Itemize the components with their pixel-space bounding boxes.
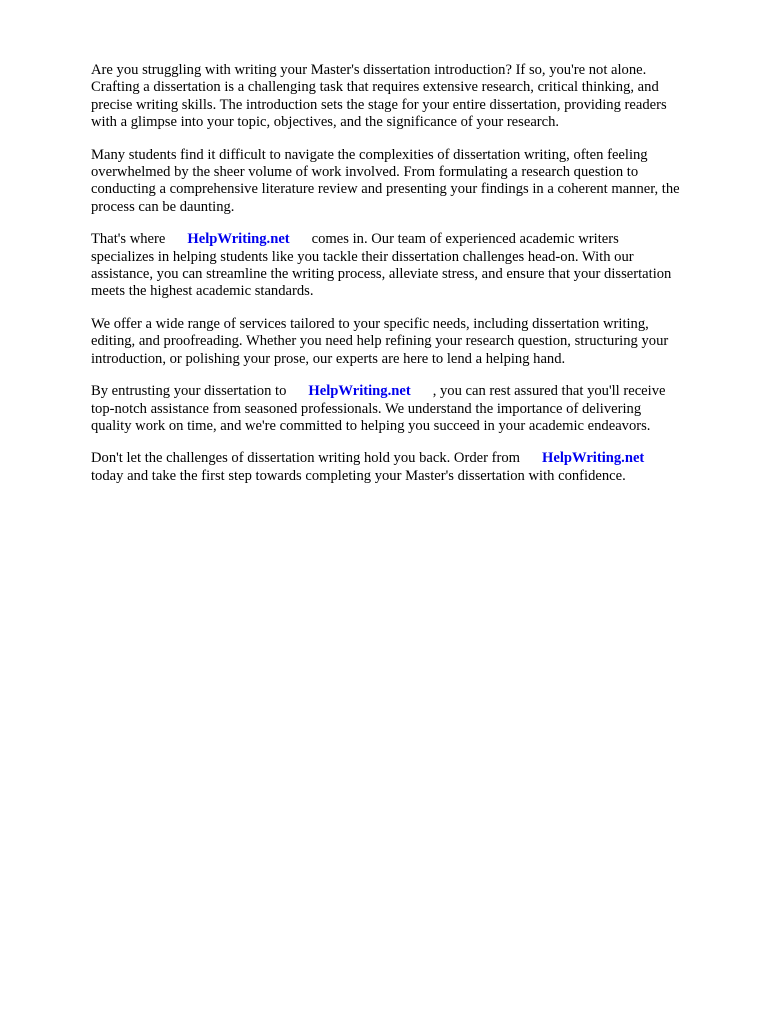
text-line: conducting a comprehensive literature review and presenting your findings in a coherent manner, the [91,181,680,198]
text-fragment: comes in. Our team of experienced academic writers [311,231,619,248]
helpwriting-link[interactable]: HelpWriting.net [187,231,290,248]
text-line: process can be daunting. [91,198,235,215]
text-line: quality work on time, and we're committed to helping you succeed in your academic endeavors. [91,417,651,434]
text-fragment: , you can rest assured that you'll receive [432,383,666,400]
text-line: We offer a wide range of services tailored to your specific needs, including dissertation writing, [91,315,649,332]
text-line: Are you struggling with writing your Master's dissertation introduction? If so, you're not alone. [91,62,647,78]
text-line-with-link [91,231,731,248]
text-line-with-link [91,450,731,467]
text-line: specializes in helping students like you tackle their dissertation challenges head-on. With our [91,248,634,265]
document-page [91,62,731,500]
paragraph-entrusting [91,383,731,435]
helpwriting-link[interactable]: HelpWriting.net [541,450,645,467]
text-line: today and take the first step towards completing your Master's dissertation with confidence. [91,467,626,484]
text-line: overwhelmed by the sheer volume of work involved. From formulating a research question to [91,164,639,181]
paragraph-closing [91,450,731,485]
text-line: Many students find it difficult to navigate the complexities of dissertation writing, often feeling [91,146,648,163]
helpwriting-link[interactable]: HelpWriting.net [308,383,411,400]
paragraph-services [91,316,731,368]
paragraph-thats-where [91,231,731,301]
text-fragment: That's where [91,231,166,248]
text-line: assistance, you can streamline the writing process, alleviate stress, and ensure that your dissertation [91,266,672,283]
paragraph-intro [91,62,731,132]
text-fragment: Don't let the challenges of dissertation writing hold you back. Order from [91,450,520,467]
text-line-with-link [91,383,731,400]
text-fragment: By entrusting your dissertation to [91,383,287,400]
text-line: with a glimpse into your topic, objectives, and the significance of your research. [91,114,560,131]
text-line: precise writing skills. The introduction sets the stage for your entire dissertation, providing readers [91,96,667,113]
text-line: editing, and proofreading. Whether you need help refining your research question, structuring your [91,333,669,350]
text-line: meets the highest academic standards. [91,283,314,300]
text-line: top-notch assistance from seasoned professionals. We understand the importance of delivering [91,400,642,417]
text-line: Crafting a dissertation is a challenging task that requires extensive research, critical thinking, and [91,79,659,96]
paragraph-difficulty [91,147,731,217]
text-line: introduction, or polishing your prose, our experts are here to lend a helping hand. [91,350,566,367]
